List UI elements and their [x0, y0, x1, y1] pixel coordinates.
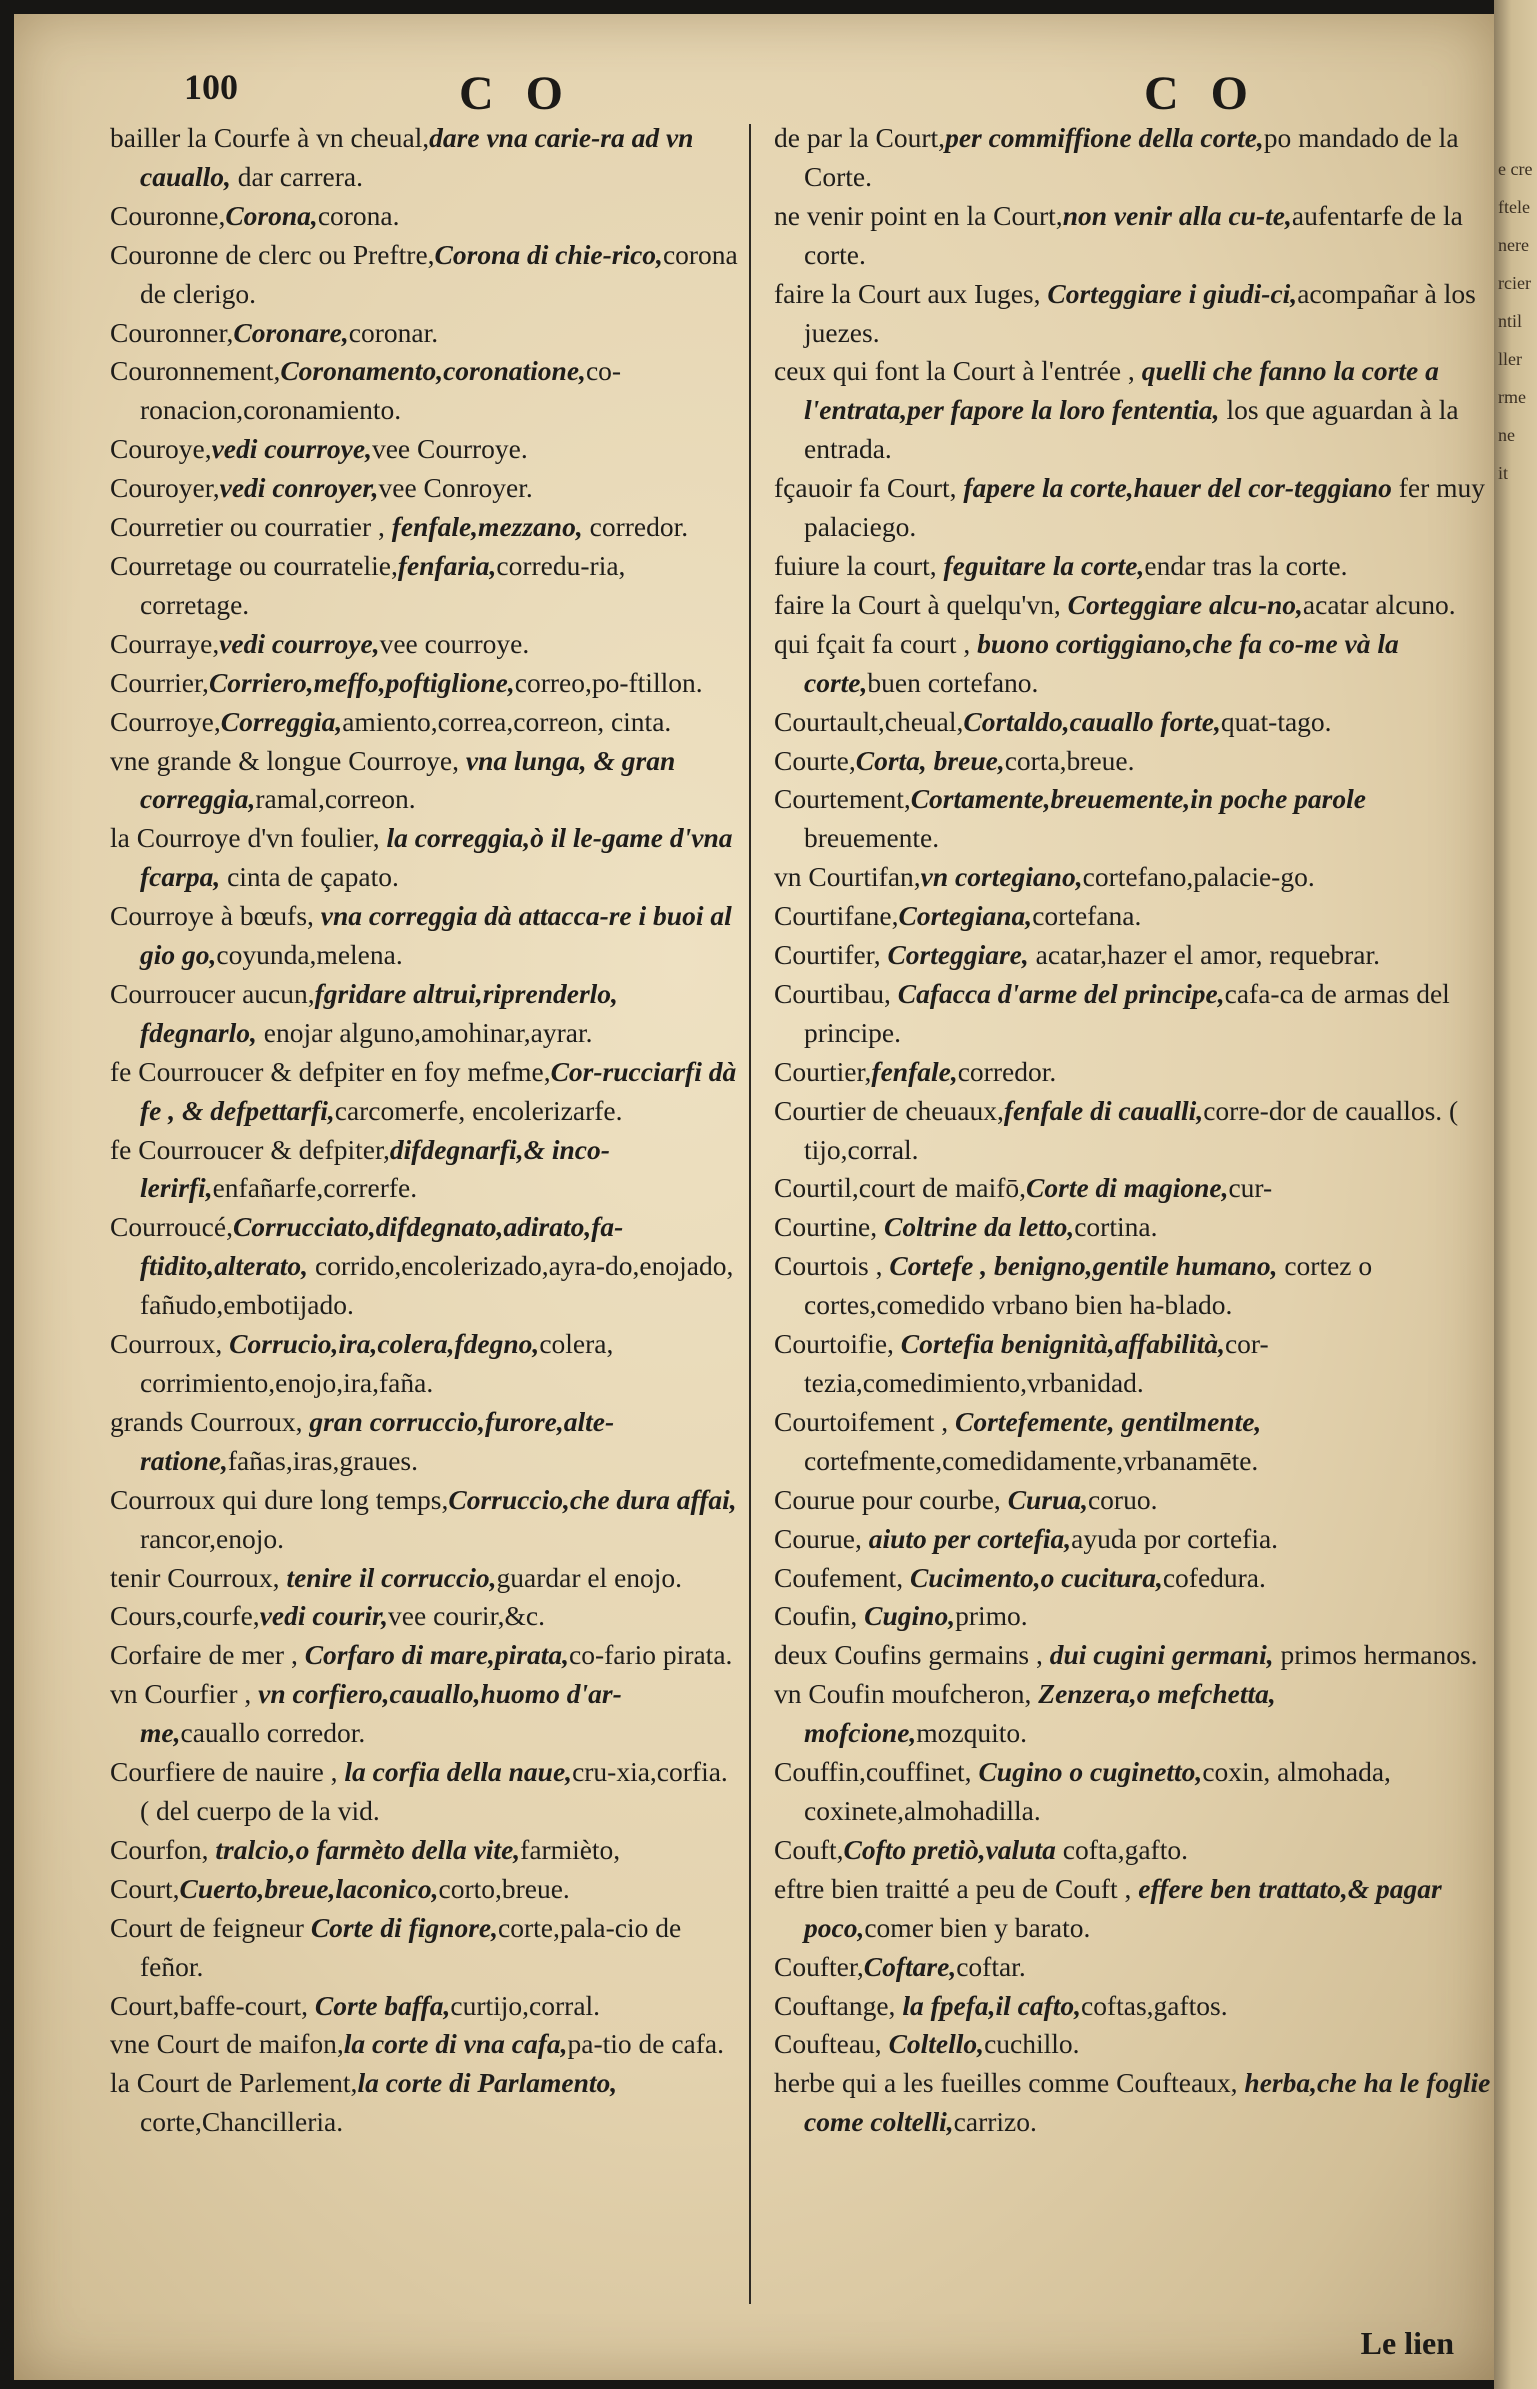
- entry-french: Couroye,: [110, 433, 212, 465]
- entry-spanish: aufentarfe de la corte.: [804, 199, 1463, 270]
- entry-italian: la correggia,ò il le-game d'vna fcarpa,: [140, 822, 733, 893]
- entry-french: ceux qui font la Court à l'entrée ,: [774, 355, 1142, 387]
- entry-spanish: los que aguardan à la entrada.: [804, 394, 1459, 465]
- dictionary-entry: [774, 2064, 1494, 2142]
- entry-french: Courfon,: [110, 1833, 216, 1865]
- entry-italian: la corfia della naue,: [344, 1756, 573, 1788]
- dictionary-entry: [110, 1559, 740, 1598]
- entry-french: Courue,: [774, 1522, 869, 1554]
- entry-french: Court de feigneur: [110, 1911, 311, 1943]
- entry-spanish: corrido,encolerizado,ayra-do,enojado, fañudo,embotijado.: [140, 1250, 734, 1321]
- entry-italian: vna lunga, & gran correggia,: [140, 744, 676, 815]
- dictionary-entry: [774, 2025, 1494, 2064]
- entry-french: fçauoir fa Court,: [774, 472, 964, 504]
- dictionary-entry: [774, 1597, 1494, 1636]
- entry-french: la Court de Parlement,: [110, 2067, 358, 2099]
- entry-spanish: coxin, almohada, coxinete,almohadilla.: [804, 1756, 1391, 1826]
- entry-italian: fapere la corte,hauer del cor-teggiano: [963, 472, 1392, 504]
- dictionary-entry: [774, 1636, 1494, 1675]
- entry-french: Couroyer,: [110, 472, 220, 504]
- entry-french: Courtoifement ,: [774, 1405, 956, 1437]
- entry-french: Courtifer,: [774, 939, 888, 971]
- entry-french: Coufteau,: [774, 2028, 889, 2060]
- entry-spanish: colera, corrimiento,enojo,ira,faña.: [140, 1328, 614, 1398]
- entry-spanish: enojar alguno,amohinar,ayrar.: [256, 1016, 593, 1048]
- entry-spanish: coruo.: [1087, 1483, 1158, 1515]
- dictionary-entry: [774, 1403, 1494, 1481]
- entry-italian: Cortamente,breuemente,in poche parole: [910, 783, 1366, 815]
- dictionary-entry: [774, 1753, 1494, 1831]
- entry-italian: Coronare,: [233, 316, 349, 348]
- dictionary-entry: [774, 1987, 1494, 2026]
- entry-french: Couft,: [774, 1833, 844, 1865]
- entry-italian: tralcio,o farmèto della vite,: [215, 1833, 521, 1865]
- entry-french: Cours,courfe,: [110, 1600, 260, 1632]
- dictionary-entry: [774, 1559, 1494, 1598]
- entry-spanish: carrizo.: [953, 2106, 1037, 2138]
- entry-spanish: acatar alcuno.: [1302, 588, 1456, 620]
- entry-spanish: rancor,enojo.: [140, 1522, 284, 1554]
- entry-italian: Corte baffa,: [314, 1989, 451, 2021]
- entry-italian: Coronamento,coronatione,: [280, 355, 586, 387]
- dictionary-entry: [774, 197, 1494, 275]
- entry-italian: fenfale di caualli,: [1003, 1094, 1204, 1126]
- entry-italian: Corruccio,che dura affai,: [448, 1483, 737, 1515]
- dictionary-entry: [110, 1208, 740, 1325]
- entry-italian: Cortaldo,cauallo forte,: [963, 705, 1221, 737]
- entry-italian: la corte di Parlamento,: [357, 2067, 618, 2099]
- dictionary-entry: [774, 1053, 1494, 1092]
- entry-italian: Zenzera,o mefchetta, mofcione,: [804, 1678, 1276, 1749]
- entry-french: deux Coufins germains ,: [774, 1639, 1050, 1671]
- entry-french: Courroucé,: [110, 1211, 233, 1243]
- dictionary-entry: [110, 1675, 740, 1753]
- entry-french: Courtois ,: [774, 1250, 890, 1282]
- entry-spanish: cinta de çapato.: [220, 861, 399, 893]
- dictionary-entry: [110, 1870, 740, 1909]
- entry-french: fuiure la court,: [774, 549, 944, 581]
- entry-italian: Coltrine da letto,: [884, 1211, 1075, 1243]
- entry-spanish: ayuda por cortefia.: [1071, 1522, 1279, 1554]
- entry-french: Courroucer aucun,: [110, 977, 315, 1009]
- dictionary-entry: [110, 625, 740, 664]
- entry-spanish: cortefano,palacie-go.: [1082, 861, 1315, 893]
- entry-italian: Corona di chie-rico,: [434, 238, 663, 270]
- entry-french: vn Coufin moufcheron,: [774, 1678, 1039, 1710]
- adjacent-page-text: e cre ftele nere rcier ntil ller rme ne it: [1498, 159, 1533, 483]
- entry-italian: Corteggiare i giudi-ci,: [1047, 277, 1298, 309]
- entry-spanish: corte,pala-cio de feñor.: [140, 1911, 682, 1982]
- entry-italian: Cugino o cuginetto,: [978, 1756, 1203, 1788]
- entry-spanish: cofta,gafto.: [1055, 1833, 1188, 1865]
- entry-french: Courtibau,: [774, 977, 898, 1009]
- entry-french: Courtoifie,: [774, 1328, 901, 1360]
- dictionary-entry: [774, 975, 1494, 1053]
- dictionary-entry: [110, 1131, 740, 1209]
- entry-spanish: correo,po-ftillon.: [514, 666, 703, 698]
- entry-italian: vn cortegiano,: [920, 861, 1083, 893]
- entry-french: grands Courroux,: [110, 1405, 310, 1437]
- entry-spanish: vee Courroye.: [371, 433, 528, 465]
- dictionary-entry: [774, 586, 1494, 625]
- entry-spanish: fañas,iras,graues.: [227, 1444, 418, 1476]
- dictionary-entry: [110, 197, 740, 236]
- entry-french: Coufement,: [774, 1561, 910, 1593]
- running-head-right: C O: [1144, 67, 1258, 120]
- entry-spanish: comer bien y barato.: [864, 1911, 1091, 1943]
- dictionary-entry: [774, 1208, 1494, 1247]
- book-page: [14, 14, 1494, 2380]
- entry-spanish: farmièto,: [520, 1833, 621, 1865]
- entry-italian: dare vna carie-ra ad vn cauallo,: [140, 122, 694, 192]
- entry-french: herbe qui a les fueilles comme Coufteaux,: [774, 2067, 1245, 2099]
- dictionary-entry: [110, 1597, 740, 1636]
- dictionary-entry: [774, 275, 1494, 353]
- right-column: [774, 119, 1494, 2142]
- entry-spanish: carcomerfe, encolerizarfe.: [334, 1094, 623, 1126]
- dictionary-entry: [774, 1169, 1494, 1208]
- entry-french: Courtault,cheual,: [774, 705, 964, 737]
- dictionary-entry: [110, 664, 740, 703]
- dictionary-entry: [774, 858, 1494, 897]
- entry-french: Courte,: [774, 744, 856, 776]
- entry-french: Coufin,: [774, 1600, 865, 1632]
- entry-spanish: coftas,gaftos.: [1081, 1989, 1228, 2021]
- entry-italian: buono cortiggiano,che fa co-me và la corte,: [804, 627, 1399, 698]
- entry-spanish: coftar.: [956, 1950, 1026, 1982]
- entry-spanish: curtijo,corral.: [450, 1989, 601, 2021]
- entry-spanish: cortefmente,comedidamente,vrbanamēte.: [804, 1444, 1259, 1476]
- entry-italian: per commiffione della corte,: [945, 122, 1264, 153]
- entry-french: vn Courfier ,: [110, 1678, 259, 1710]
- dictionary-entry: [110, 119, 740, 197]
- entry-french: Courtement,: [774, 783, 911, 815]
- entry-spanish: vee Conroyer.: [378, 472, 533, 504]
- dictionary-entry: [774, 897, 1494, 936]
- entry-french: de par la Court,: [774, 122, 946, 153]
- entry-french: Courretage ou courratelie,: [110, 549, 398, 581]
- entry-spanish: endar tras la corte.: [1144, 549, 1348, 581]
- entry-spanish: corredor.: [957, 1055, 1057, 1087]
- entry-italian: Coftare,: [863, 1950, 957, 1982]
- entry-italian: Cugino,: [864, 1600, 956, 1632]
- entry-spanish: enfañarfe,correrfe.: [212, 1172, 418, 1204]
- entry-spanish: acompañar à los juezes.: [804, 277, 1476, 348]
- entry-italian: Corriero,meffo,poftiglione,: [208, 666, 515, 698]
- entry-italian: vedi courroye,: [211, 433, 372, 465]
- entry-spanish: quat-tago.: [1220, 705, 1332, 737]
- entry-italian: gran corruccio,furore,alte-ratione,: [140, 1405, 615, 1476]
- entry-italian: dui cugini germani,: [1049, 1639, 1274, 1671]
- entry-italian: fenfaria,: [397, 549, 497, 581]
- entry-italian: vedi courir,: [259, 1600, 389, 1632]
- running-head-left: C O: [459, 67, 573, 120]
- dictionary-entry: [110, 1325, 740, 1403]
- entry-italian: vn corfiero,cauallo,huomo d'ar-me,: [140, 1678, 622, 1749]
- entry-italian: fenfale,: [871, 1055, 958, 1087]
- dictionary-entry: [774, 1092, 1494, 1170]
- entry-italian: Cortegiana,: [898, 900, 1033, 932]
- dictionary-entry: [110, 352, 740, 430]
- entry-french: Couffin,couffinet,: [774, 1756, 979, 1788]
- entry-french: Courraye,: [110, 627, 220, 659]
- entry-french: faire la Court aux Iuges,: [774, 277, 1048, 309]
- entry-spanish: cafa-ca de armas del principe.: [804, 977, 1450, 1048]
- entry-french: Courtier,: [774, 1055, 872, 1087]
- dictionary-entry: [110, 469, 740, 508]
- entry-italian: herba,che ha le foglie come coltelli,: [804, 2067, 1491, 2138]
- entry-spanish: coronar.: [348, 316, 439, 348]
- entry-italian: Correggia,: [220, 705, 343, 737]
- dictionary-entry: [774, 119, 1494, 197]
- entry-spanish: primo.: [955, 1600, 1028, 1632]
- dictionary-entry: [774, 1325, 1494, 1403]
- entry-italian: Corte di magione,: [1026, 1172, 1229, 1204]
- entry-spanish: corre-dor de cauallos. ( tijo,corral.: [804, 1094, 1459, 1165]
- entry-spanish: cofedura.: [1162, 1561, 1266, 1593]
- dictionary-entry: [774, 352, 1494, 469]
- entry-french: Courroux,: [110, 1328, 230, 1360]
- dictionary-entry: [774, 1948, 1494, 1987]
- entry-french: eftre bien traitté a peu de Couft ,: [774, 1872, 1139, 1904]
- entry-spanish: coyunda,melena.: [216, 939, 403, 971]
- entry-italian: difdegnarfi,& inco-lerirfi,: [140, 1133, 610, 1204]
- dictionary-entry: [110, 1753, 740, 1831]
- entry-french: Courtine,: [774, 1211, 884, 1243]
- entry-spanish: vee courroye.: [379, 627, 530, 659]
- entry-french: Courtil,court de maifō,: [774, 1172, 1027, 1204]
- entry-french: fe Courroucer & defpiter,: [110, 1133, 390, 1165]
- entry-italian: Corrucio,ira,colera,fdegno,: [229, 1328, 540, 1360]
- catchword: Le lien: [1360, 2325, 1454, 2361]
- entry-italian: Corfaro di mare,pirata,: [304, 1639, 570, 1671]
- entry-italian: fenfale,mezzano,: [391, 511, 583, 543]
- entry-spanish: fer muy palaciego.: [804, 472, 1486, 543]
- entry-french: Courroye à bœufs,: [110, 900, 321, 932]
- dictionary-entry: [774, 1675, 1494, 1753]
- entry-french: bailler la Courfe à vn cheual,: [110, 122, 430, 153]
- entry-italian: non venir alla cu-te,: [1062, 199, 1292, 231]
- entry-french: ne venir point en la Court,: [774, 199, 1063, 231]
- entry-spanish: po mandado de la Corte.: [804, 122, 1459, 192]
- entry-italian: la fpefa,il cafto,: [902, 1989, 1082, 2021]
- entry-spanish: buen cortefano.: [867, 666, 1039, 698]
- entry-spanish: cauallo corredor.: [180, 1717, 366, 1749]
- dictionary-entry: [110, 742, 740, 820]
- dictionary-entry: [774, 742, 1494, 781]
- entry-french: Court,: [110, 1872, 180, 1904]
- entry-italian: Corteggiare,: [887, 939, 1029, 971]
- entry-spanish: cortefana.: [1032, 900, 1142, 932]
- dictionary-entry: [774, 469, 1494, 547]
- entry-spanish: pa-tio de cafa.: [567, 2028, 724, 2060]
- dictionary-entry: [110, 1987, 740, 2026]
- dictionary-entry: [774, 1481, 1494, 1520]
- entry-italian: Cofto pretiò,valuta: [843, 1833, 1056, 1865]
- entry-french: Courretier ou courratier ,: [110, 511, 392, 543]
- dictionary-entry: [110, 508, 740, 547]
- dictionary-entry: [110, 2064, 740, 2142]
- entry-italian: Cortefia benignità,affabilità,: [900, 1328, 1225, 1360]
- entry-french: fe Courroucer & defpiter en foy mefme,: [110, 1055, 551, 1087]
- entry-italian: Cortefemente, gentilmente,: [955, 1405, 1262, 1437]
- entry-spanish: cortez o cortes,comedido vrbano bien ha-blado.: [804, 1250, 1373, 1321]
- entry-italian: Corona,: [225, 199, 318, 231]
- dictionary-entry: [110, 1636, 740, 1675]
- entry-french: vn Courtifan,: [774, 861, 921, 893]
- dictionary-entry: [774, 547, 1494, 586]
- dictionary-entry: [774, 1247, 1494, 1325]
- entry-french: Court,baffe-court,: [110, 1989, 315, 2021]
- dictionary-entry: [774, 1870, 1494, 1948]
- entry-french: Courtifane,: [774, 900, 899, 932]
- dictionary-entry: [774, 936, 1494, 975]
- entry-spanish: corredu-ria, corretage.: [140, 549, 626, 620]
- entry-french: Coufter,: [774, 1950, 864, 1982]
- entry-italian: Corta, breue,: [855, 744, 1005, 776]
- entry-french: Couronner,: [110, 316, 234, 348]
- entry-spanish: corte,Chancilleria.: [140, 2106, 344, 2138]
- entry-spanish: co-ronacion,coronamiento.: [140, 355, 622, 426]
- dictionary-entry: [110, 547, 740, 625]
- entry-spanish: mozquito.: [916, 1717, 1028, 1749]
- dictionary-entry: [774, 780, 1494, 858]
- entry-french: Courue pour courbe,: [774, 1483, 1008, 1515]
- entry-french: vne grande & longue Courroye,: [110, 744, 466, 776]
- entry-french: Courroye,: [110, 705, 221, 737]
- entry-italian: Cafacca d'arme del principe,: [897, 977, 1225, 1009]
- entry-italian: Cor-rucciarfi dà fe , & defpettarfi,: [140, 1055, 737, 1126]
- entry-french: Couronne,: [110, 199, 226, 231]
- entry-spanish: corto,breue.: [438, 1872, 570, 1904]
- entry-french: Courrier,: [110, 666, 209, 698]
- entry-spanish: corona de clerigo.: [140, 238, 738, 309]
- dictionary-entry: [110, 819, 740, 897]
- entry-italian: effere ben trattato,& pagar poco,: [804, 1872, 1442, 1943]
- dictionary-entry: [110, 430, 740, 469]
- entry-french: Couronne de clerc ou Preftre,: [110, 238, 435, 270]
- entry-french: Couftange,: [774, 1989, 903, 2021]
- entry-italian: vna correggia dà attacca-re i buoi al gio go,: [140, 900, 732, 971]
- entry-french: faire la Court à quelqu'vn,: [774, 588, 1068, 620]
- entry-spanish: corta,breue.: [1004, 744, 1135, 776]
- entry-spanish: cor-tezia,comedimiento,vrbanidad.: [804, 1328, 1269, 1398]
- entry-spanish: vee courir,&c.: [388, 1600, 545, 1632]
- entry-spanish: breuemente.: [804, 822, 940, 854]
- entry-french: Couronnement,: [110, 355, 281, 387]
- entry-spanish: acatar,hazer el amor, requebrar.: [1028, 939, 1381, 971]
- entry-italian: Corrucciato,difdegnato,adirato,fa-ftidito,alterato,: [140, 1211, 624, 1282]
- entry-spanish: cru-xia,corfia. ( del cuerpo de la vid.: [140, 1756, 728, 1826]
- entry-spanish: corona.: [317, 199, 400, 231]
- entry-spanish: ramal,correon.: [255, 783, 416, 815]
- entry-spanish: cuchillo.: [984, 2028, 1080, 2060]
- entry-spanish: co-fario pirata.: [569, 1639, 733, 1671]
- entry-spanish: cortina.: [1074, 1211, 1158, 1243]
- entry-french: Corfaire de mer ,: [110, 1639, 305, 1671]
- dictionary-entry: [110, 314, 740, 353]
- dictionary-entry: [774, 625, 1494, 703]
- dictionary-entry: [774, 1520, 1494, 1559]
- entry-french: Courtier de cheuaux,: [774, 1094, 1004, 1126]
- entry-french: tenir Courroux,: [110, 1561, 287, 1593]
- entry-italian: Cucimento,o cucitura,: [909, 1561, 1163, 1593]
- entry-french: vne Court de maifon,: [110, 2028, 344, 2060]
- entry-italian: vedi conroyer,: [219, 472, 379, 504]
- entry-italian: vedi courroye,: [219, 627, 380, 659]
- dictionary-entry: [110, 1909, 740, 1987]
- dictionary-entry: [110, 1831, 740, 1870]
- dictionary-entry: [110, 975, 740, 1053]
- dictionary-entry: [110, 1403, 740, 1481]
- dictionary-entry: [110, 236, 740, 314]
- entry-spanish: primos hermanos.: [1273, 1639, 1478, 1671]
- entry-spanish: amiento,correa,correon, cinta.: [342, 705, 672, 737]
- dictionary-entry: [110, 1053, 740, 1131]
- entry-italian: aiuto per cortefia,: [868, 1522, 1072, 1554]
- entry-spanish: dar carrera.: [230, 160, 363, 192]
- dictionary-entry: [110, 897, 740, 975]
- dictionary-entry: [110, 703, 740, 742]
- entry-french: Courfiere de nauire ,: [110, 1756, 345, 1788]
- entry-french: Courroux qui dure long temps,: [110, 1483, 449, 1515]
- left-column: [110, 119, 740, 2142]
- dictionary-entry: [774, 1831, 1494, 1870]
- entry-italian: Corteggiare alcu-no,: [1067, 588, 1303, 620]
- dictionary-entry: [110, 1481, 740, 1559]
- column-divider: [749, 124, 751, 2304]
- entry-spanish: cur-: [1228, 1172, 1273, 1204]
- entry-french: la Courroye d'vn foulier,: [110, 822, 387, 854]
- entry-italian: Curua,: [1007, 1483, 1088, 1515]
- adjacent-page-edge: [1494, 0, 1537, 2389]
- entry-italian: tenire il corruccio,: [286, 1561, 497, 1593]
- entry-french: qui fçait fa court ,: [774, 627, 978, 659]
- entry-italian: quelli che fanno la corte a l'entrata,per fapore la loro fententia,: [804, 355, 1439, 426]
- entry-italian: Cortefe , benigno,gentile humano,: [889, 1250, 1278, 1282]
- entry-italian: fgridare altrui,riprenderlo, fdegnarlo,: [140, 977, 618, 1048]
- entry-italian: Cuerto,breue,laconico,: [179, 1872, 439, 1904]
- entry-italian: Coltello,: [888, 2028, 985, 2060]
- entry-spanish: corredor.: [582, 511, 689, 543]
- page-number: 100: [184, 67, 238, 107]
- dictionary-entry: [774, 703, 1494, 742]
- dictionary-entry: [110, 2025, 740, 2064]
- entry-italian: feguitare la corte,: [943, 549, 1145, 581]
- entry-spanish: guardar el enojo.: [496, 1561, 683, 1593]
- entry-italian: la corte di vna cafa,: [343, 2028, 568, 2060]
- entry-italian: Corte di fignore,: [310, 1911, 498, 1943]
